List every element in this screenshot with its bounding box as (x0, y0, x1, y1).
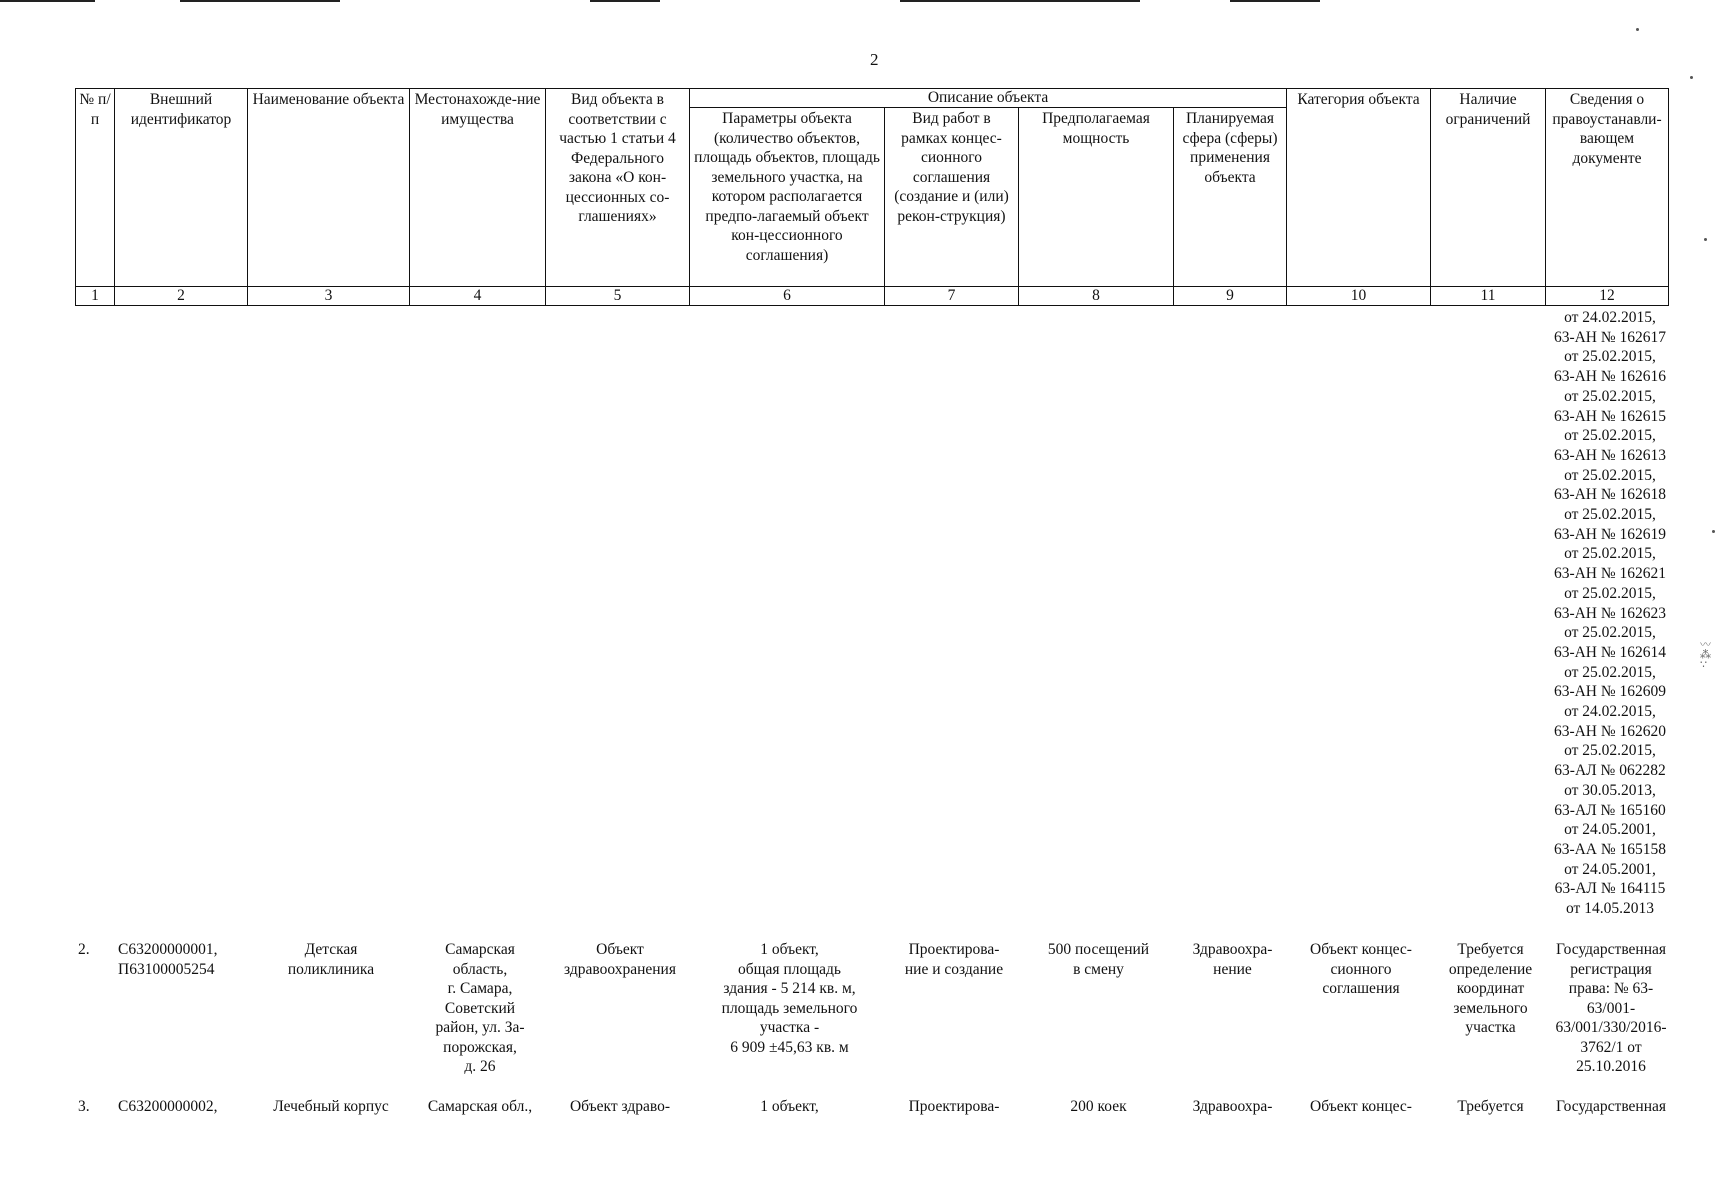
cell-line: д. 26 (464, 1058, 496, 1075)
column-number: 11 (1431, 287, 1546, 306)
cell-line: Самарская (445, 941, 515, 958)
cell-line: участка (1465, 1019, 1516, 1036)
cell-line: 63/001/330/2016- (1555, 1019, 1667, 1036)
column-number: 12 (1546, 287, 1669, 306)
cell-line: район, ул. За- (435, 1019, 525, 1036)
cell-line: нение (1213, 960, 1252, 978)
capacity-cell (1021, 940, 1176, 979)
restrictions-cell (1433, 1097, 1548, 1117)
cert-line: 63-АЛ № 062282 (1554, 762, 1666, 780)
cell-line: сионного (1330, 960, 1392, 978)
cell-line: 25.10.2016 (1576, 1058, 1646, 1075)
cell-line: Требуется (1457, 941, 1524, 958)
restrictions-cell (1433, 940, 1548, 1038)
cell-line: права: № 63- (1568, 980, 1654, 997)
cert-line: от 25.02.2015, (1564, 663, 1656, 681)
cell-line: г. Самара, (447, 980, 513, 997)
cert-line: от 25.02.2015, (1564, 584, 1656, 602)
external-id-cell (118, 940, 258, 979)
cert-line: от 25.02.2015, (1564, 387, 1656, 405)
parameters-cell (692, 1097, 887, 1117)
cell-line: С63200000002, (118, 1098, 218, 1115)
cert-line: 63-АЛ № 164115 (1554, 880, 1666, 898)
header-external-id: Внешний идентификатор (115, 89, 248, 287)
column-number: 8 (1019, 287, 1174, 306)
cell-line: земельного (1453, 999, 1528, 1017)
cert-line: 63-АН № 162615 (1553, 407, 1667, 425)
cert-line: от 25.02.2015, (1564, 427, 1656, 445)
name-cell (250, 1097, 412, 1117)
cert-line: 63-АН № 162609 (1553, 683, 1667, 701)
cert-line: 63-АН № 162614 (1553, 643, 1667, 661)
column-number: 4 (410, 287, 546, 306)
cell-line: 1 объект, (760, 1098, 819, 1115)
cell-line: Детская (304, 941, 358, 958)
cert-line: от 24.05.2001, (1564, 860, 1656, 878)
cert-line: от 25.02.2015, (1564, 742, 1656, 760)
cell-line: участка - (759, 1019, 820, 1036)
scan-top-edge (0, 0, 1724, 2)
header-capacity: Предполагаемая мощность (1019, 108, 1174, 287)
cell-line: площадь земельного (721, 999, 858, 1017)
cert-line: от 24.02.2015, (1564, 309, 1656, 326)
header-category: Категория объекта (1287, 89, 1431, 287)
cert-line: 63-АН № 162623 (1553, 604, 1667, 622)
scan-speck (1704, 238, 1707, 241)
cell-line: здания - 5 214 кв. м, (723, 980, 856, 997)
cell-line: 1 объект, (760, 941, 819, 958)
cert-line: 63-АА № 165158 (1553, 840, 1667, 858)
cert-line: от 30.05.2013, (1564, 781, 1656, 799)
sphere-cell (1176, 1097, 1289, 1117)
cert-line: от 25.02.2015, (1564, 348, 1656, 366)
column-number: 7 (885, 287, 1019, 306)
header-description-group: Описание объекта (690, 89, 1287, 108)
object-type-cell (548, 940, 692, 979)
cert-line: от 25.02.2015, (1564, 506, 1656, 524)
sphere-cell (1176, 940, 1289, 979)
column-number: 6 (690, 287, 885, 306)
column-number: 5 (546, 287, 690, 306)
cell-line: 200 коек (1070, 1098, 1127, 1115)
location-cell (412, 940, 548, 1077)
header-object-type: Вид объекта в соответствии с частью 1 статьи 4 Федерального закона «О кон-цессионных со-глашениях» (546, 89, 690, 287)
cell-line: общая площадь (737, 960, 841, 978)
cell-line: Объект здраво- (569, 1098, 671, 1115)
scan-speck (1636, 28, 1639, 31)
category-cell (1289, 1097, 1433, 1117)
work-type-cell (887, 940, 1021, 979)
cert-line: 63-АН № 162617 (1553, 328, 1667, 346)
location-cell (412, 1097, 548, 1117)
cell-line: координат (1456, 980, 1525, 997)
cell-line: 3762/1 от (1580, 1038, 1642, 1056)
cell-line: П63100005254 (118, 960, 215, 978)
cell-line: поликлиника (287, 960, 375, 978)
cell-line: Государственная (1555, 941, 1667, 958)
cell-line: Здравоохра- (1192, 941, 1273, 958)
cert-line: 63-АН № 162616 (1553, 368, 1667, 386)
name-cell (250, 940, 412, 979)
cell-line: Здравоохра- (1192, 1098, 1273, 1115)
capacity-cell (1021, 1097, 1176, 1117)
cert-line: от 25.02.2015, (1564, 624, 1656, 642)
objects-table (75, 88, 1669, 306)
cert-line: 63-АН № 162618 (1553, 486, 1667, 504)
cert-line: 63-АН № 162620 (1553, 722, 1667, 740)
cell-line: Объект концес- (1310, 941, 1412, 958)
cell-line: Объект (596, 941, 644, 958)
page-number: 2 (870, 50, 879, 69)
header-num: № п/п (76, 89, 115, 287)
cert-line: 63-АН № 162613 (1553, 446, 1667, 464)
cert-line: от 25.02.2015, (1564, 466, 1656, 484)
external-id-cell (118, 1097, 258, 1117)
cell-line: Проектирова- (908, 1098, 1000, 1115)
column-number-row (76, 287, 1669, 306)
column-number: 1 (76, 287, 115, 306)
row-number: 2. (78, 941, 90, 958)
cell-line: область, (452, 960, 508, 978)
title-docs-cell (1545, 1097, 1677, 1117)
row-number: 3. (78, 1098, 90, 1115)
cell-line: регистрация (1570, 960, 1652, 978)
header-parameters: Параметры объекта (количество объектов, площадь объектов, площадь земельного участка, на котором располагается предпо-лагаемый объект кон-цессионного соглашения) (690, 108, 885, 287)
cell-line: 63/001- (1586, 999, 1636, 1017)
column-number: 3 (248, 287, 410, 306)
title-docs-cell (1545, 940, 1677, 1077)
work-type-cell (887, 1097, 1021, 1117)
cell-line: ние и создание (904, 960, 1004, 978)
column-number: 2 (115, 287, 248, 306)
header-title-docs: Сведения о правоустанавли-вающем документе (1546, 89, 1669, 287)
cell-line: здравоохранения (564, 960, 676, 978)
header-work-type: Вид работ в рамках концес-сионного соглашения (создание и (или) рекон-струкция) (885, 108, 1019, 287)
object-type-cell (548, 1097, 692, 1117)
cell-line: Проектирова- (908, 941, 1000, 958)
cell-line: соглашения (1322, 980, 1400, 997)
cert-line: 63-АН № 162619 (1553, 525, 1667, 543)
header-sphere: Планируемая сфера (сферы) применения объекта (1174, 108, 1287, 287)
header-restrictions: Наличие ограничений (1431, 89, 1546, 287)
cert-line: от 14.05.2013 (1566, 900, 1654, 918)
scan-speck (1690, 76, 1693, 79)
cell-line: Объект концес- (1310, 1098, 1412, 1115)
cell-line: определение (1448, 960, 1533, 978)
header-row-top (76, 89, 1669, 108)
cert-line: от 24.05.2001, (1564, 821, 1656, 839)
scan-speck (1712, 530, 1715, 533)
header-location: Местонахожде-ние имущества (410, 89, 546, 287)
column-number: 10 (1287, 287, 1431, 306)
cell-line: Лечебный корпус (273, 1098, 389, 1115)
cell-line: Самарская обл., (427, 1098, 533, 1115)
cell-line: порожская, (443, 1038, 517, 1056)
cert-line: 63-АН № 162621 (1553, 565, 1667, 583)
cell-line: Государственная (1555, 1098, 1667, 1115)
cert-line: от 25.02.2015, (1564, 545, 1656, 563)
title-docs-continuation (1540, 308, 1680, 919)
parameters-cell (692, 940, 887, 1057)
cell-line: 6 909 ±45,63 кв. м (730, 1038, 849, 1056)
header-name: Наименование объекта (248, 89, 410, 287)
scan-smudge: 〰 ⁂ ∵ (1700, 639, 1711, 671)
cell-line: С63200000001, (118, 941, 218, 958)
cert-line: 63-АЛ № 165160 (1554, 801, 1666, 819)
category-cell (1289, 940, 1433, 999)
cell-line: 500 посещений (1047, 941, 1150, 958)
column-number: 9 (1174, 287, 1287, 306)
cell-line: в смену (1073, 960, 1124, 978)
cell-line: Требуется (1457, 1098, 1524, 1115)
cert-line: от 24.02.2015, (1564, 703, 1656, 721)
cell-line: Советский (444, 999, 516, 1017)
